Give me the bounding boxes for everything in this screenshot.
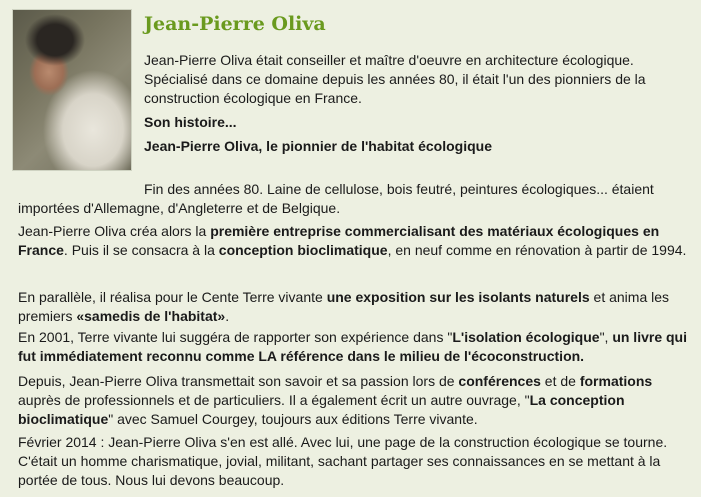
intro-paragraph: Jean-Pierre Oliva était conseiller et maître d'oeuvre en architecture écologique. Spécialisé dans ce domaine depuis les années 80, il était l'un des pionniers de la construction écologique en France. bbox=[144, 52, 646, 106]
text-span: Depuis, Jean-Pierre Oliva transmettait son savoir et sa passion lors de bbox=[18, 373, 459, 389]
portrait-photo bbox=[12, 9, 132, 171]
paragraph-2 bbox=[18, 222, 688, 260]
text-span: . bbox=[225, 308, 230, 324]
bold-span: formations bbox=[579, 373, 653, 389]
paragraph-5 bbox=[18, 372, 688, 429]
bold-span: L'isolation écologique bbox=[452, 329, 600, 345]
text-span: En parallèle, il réalisa pour le Cente Terre vivante bbox=[18, 289, 327, 305]
text-span: auprès de professionnels et de particuliers. Il a également écrit un autre ouvrage, " bbox=[18, 392, 530, 408]
section-subheading: Jean-Pierre Oliva, le pionnier de l'habitat écologique bbox=[144, 138, 492, 154]
paragraph-4 bbox=[18, 328, 688, 366]
text-span: et anima les premiers bbox=[18, 289, 670, 324]
text-span: et de bbox=[540, 373, 580, 389]
bold-span: une exposition sur les isolants naturels bbox=[326, 289, 590, 305]
bold-span: «samedis de l'habitat» bbox=[76, 308, 226, 324]
text-span: , en neuf comme en rénovation à partir de 1994. bbox=[387, 242, 687, 258]
bold-span: conférences bbox=[458, 373, 541, 389]
section-heading: Son histoire... bbox=[144, 114, 237, 130]
paragraph-1-text: Fin des années 80. Laine de cellulose, bois feutré, peintures écologiques... étaient importées d'Allemagne, d'Angleterre et de Belgique. bbox=[18, 181, 654, 216]
text-span: Jean-Pierre Oliva créa alors la bbox=[18, 223, 211, 239]
paragraph-1 bbox=[18, 180, 683, 218]
paragraph-6: Février 2014 : Jean-Pierre Oliva s'en est allé. Avec lui, une page de la construction écologique se tourne. C'était un homme charismatique, jovial, militant, sachant partager ses connaissances en se mettant à la portée de tous. Nous lui devons beaucoup. bbox=[18, 434, 668, 488]
bold-span: conception bioclimatique bbox=[218, 242, 388, 258]
bold-span: un livre qui fut immédiatement reconnu comme LA référence dans le milieu de l'écoconstruction. bbox=[18, 329, 687, 364]
paragraph-3 bbox=[18, 288, 688, 326]
page-title: Jean-Pierre Oliva bbox=[144, 13, 326, 35]
bold-span: La conception bioclimatique bbox=[18, 392, 625, 427]
text-span: . Puis il se consacra à la bbox=[63, 242, 219, 258]
text-span: " avec Samuel Courgey, toujours aux éditions Terre vivante. bbox=[108, 411, 478, 427]
text-span: En 2001, Terre vivante lui suggéra de rapporter son expérience dans " bbox=[18, 329, 453, 345]
bold-span: première entreprise commercialisant des matériaux écologiques en France bbox=[18, 223, 660, 258]
text-span: ", bbox=[599, 329, 613, 345]
